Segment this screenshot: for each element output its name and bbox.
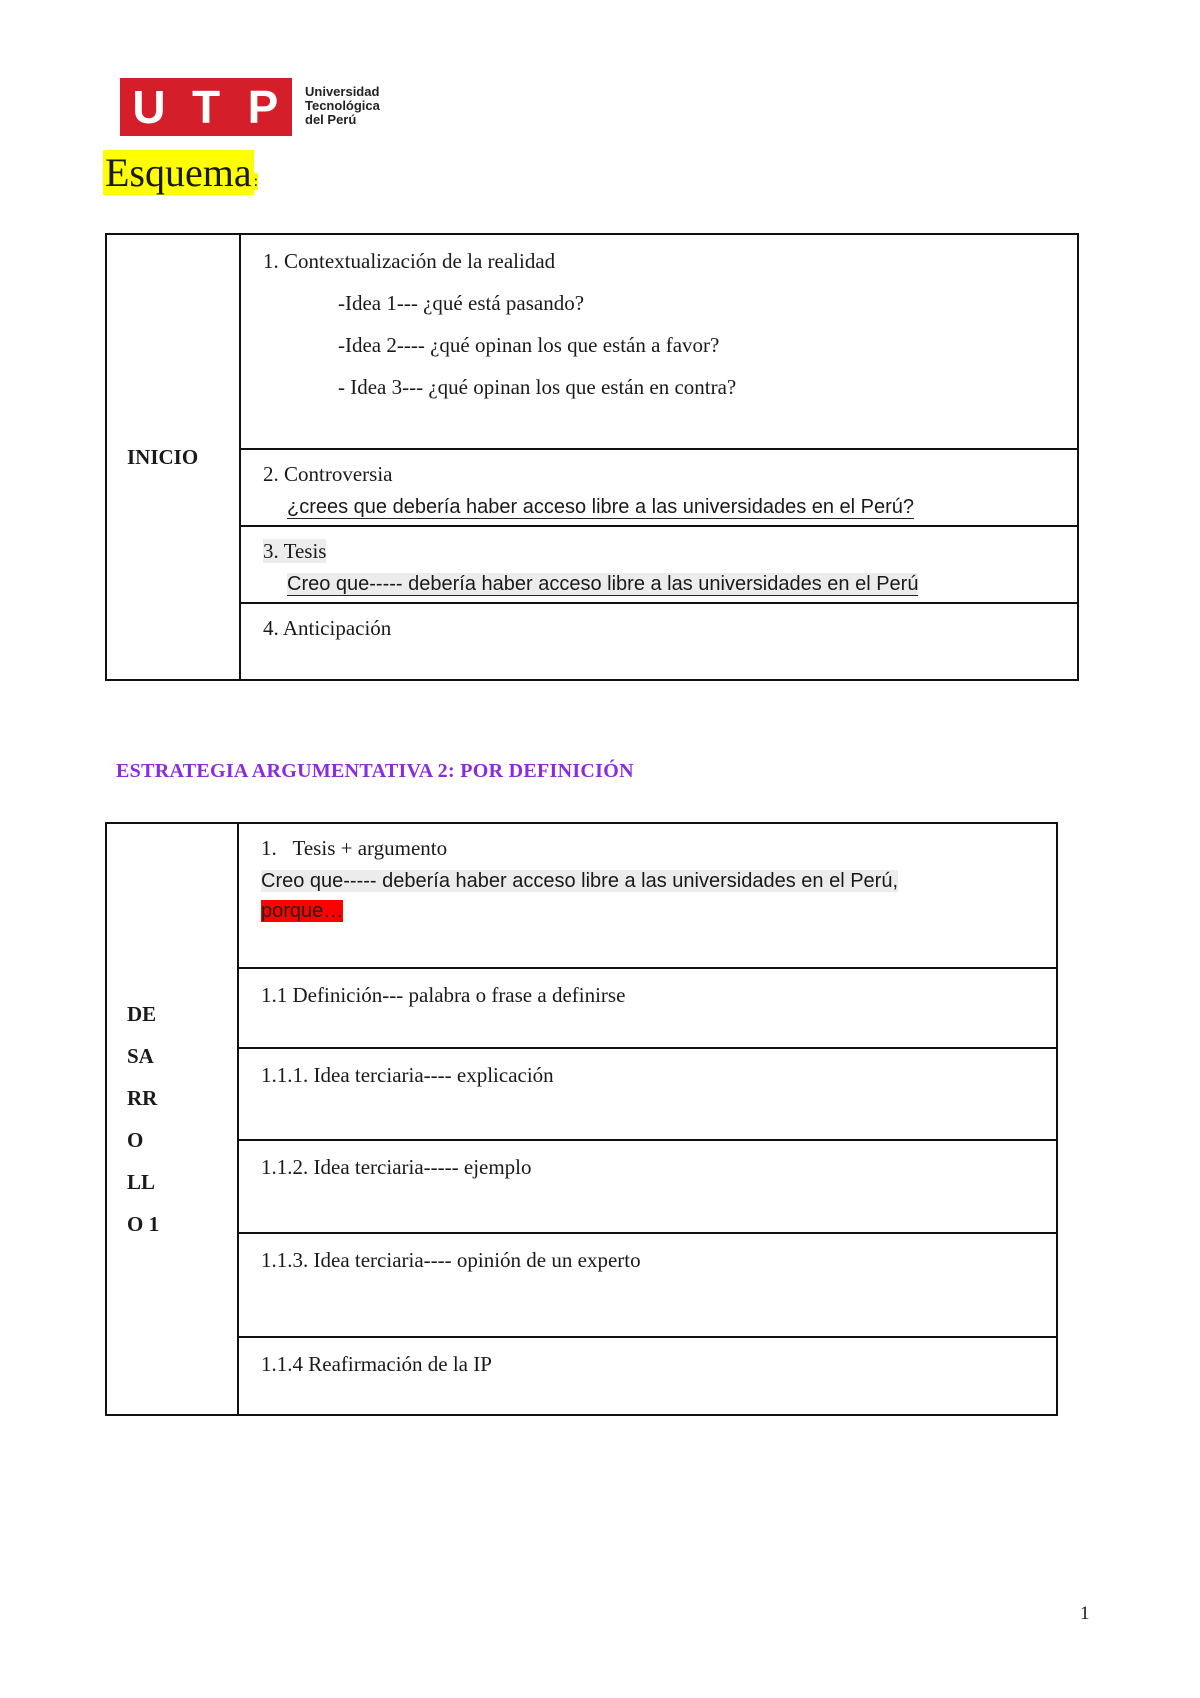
controversia-title: 2. Controversia: [263, 462, 393, 486]
inicio-label: INICIO: [106, 234, 240, 680]
controversia-cell: [240, 449, 1078, 526]
anticipacion-title: 4. Anticipación: [263, 616, 392, 640]
reafirmacion-cell: [238, 1337, 1057, 1415]
ejemplo-text: 1.1.2. Idea terciaria----- ejemplo: [261, 1155, 532, 1179]
tesis-cell: [240, 526, 1078, 603]
controversia-question: ¿crees que debería haber acceso libre a las universidades en el Perú?: [287, 496, 915, 518]
tesis-argumento-title: 1. Tesis + argumento: [261, 836, 448, 860]
explicacion-cell: [238, 1048, 1057, 1140]
experto-cell: [238, 1233, 1057, 1337]
utp-logo: [120, 78, 390, 136]
page-number: 1: [1080, 1603, 1090, 1624]
definicion-cell: [238, 968, 1057, 1048]
inicio-table: [105, 233, 1079, 681]
page-title: Esquema :: [105, 150, 259, 195]
desarrollo-table: [105, 822, 1058, 1416]
idea-1: -Idea 1--- ¿qué está pasando?: [338, 291, 585, 315]
desarrollo-label: DE SA RR O LL O 1: [106, 823, 238, 1415]
logo-university-name: Universidad Tecnológica del Perú: [305, 84, 380, 127]
explicacion-text: 1.1.1. Idea terciaria---- explicación: [261, 1063, 554, 1087]
contextualizacion-cell: [240, 234, 1078, 449]
idea-3: - Idea 3--- ¿qué opinan los que están en contra?: [338, 375, 737, 399]
logo-letter-t: T: [191, 81, 221, 133]
section-title: ESTRATEGIA ARGUMENTATIVA 2: POR DEFINICIÓN: [116, 760, 634, 782]
definicion-text: 1.1 Definición--- palabra o frase a definirse: [261, 983, 626, 1007]
tesis-title: 3. Tesis: [263, 539, 327, 563]
reafirmacion-text: 1.1.4 Reafirmación de la IP: [261, 1352, 492, 1376]
porque-highlight: porque…: [261, 900, 344, 922]
contextualizacion-title: 1. Contextualización de la realidad: [263, 249, 556, 273]
tesis-statement: Creo que----- debería haber acceso libre a las universidades en el Perú: [287, 573, 919, 595]
tesis-argumento-cell: [238, 823, 1057, 968]
anticipacion-cell: [240, 603, 1078, 680]
ejemplo-cell: [238, 1140, 1057, 1233]
tesis-argumento-text: Creo que----- debería haber acceso libre a las universidades en el Perú,: [261, 870, 899, 892]
logo-letter-p: P: [247, 81, 279, 133]
idea-2: -Idea 2---- ¿qué opinan los que están a favor?: [338, 333, 720, 357]
logo-letter-u: U: [132, 81, 166, 133]
experto-text: 1.1.3. Idea terciaria---- opinión de un experto: [261, 1248, 641, 1272]
